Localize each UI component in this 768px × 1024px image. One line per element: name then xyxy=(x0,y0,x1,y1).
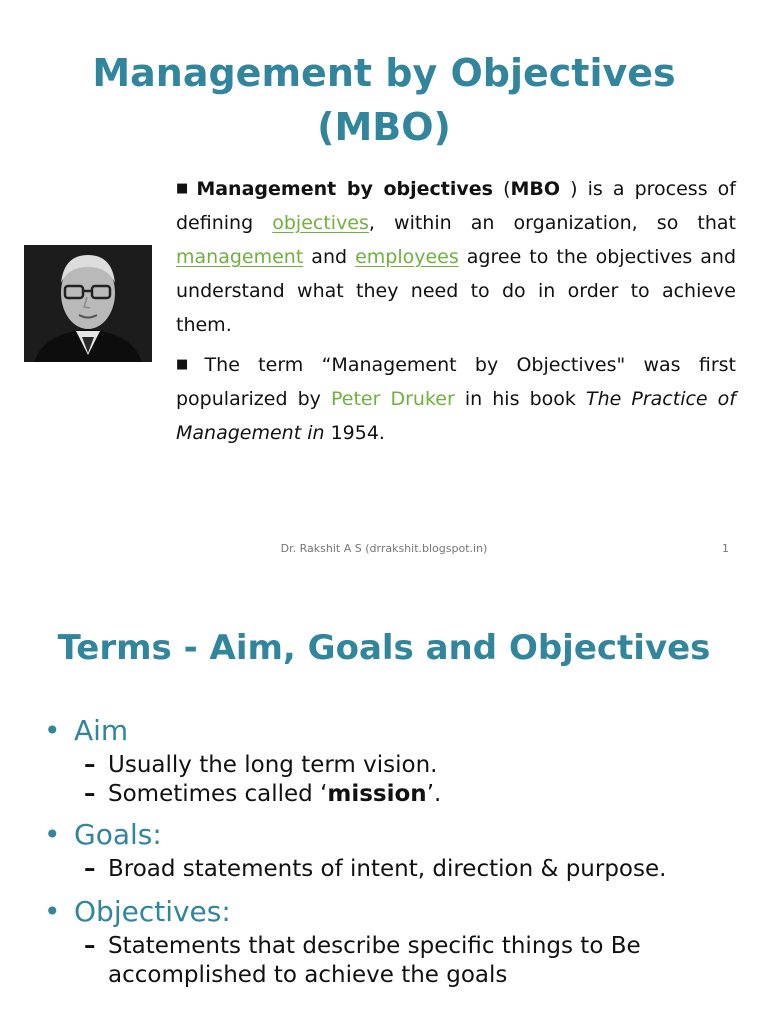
slide-1-body xyxy=(176,172,736,456)
footer-author: Dr. Rakshit A S (drrakshit.blogspot.in) xyxy=(280,542,488,555)
text-segment: in his book xyxy=(454,388,586,410)
dash-bullet-icon: – xyxy=(84,752,96,778)
bold-term-mbo: Management by objectives xyxy=(196,178,493,200)
dash-bullet-icon: – xyxy=(84,781,96,807)
sub-item-text: Statements that describe specific things to Be accomplished to achieve the goals xyxy=(108,933,641,988)
list-item-label: Aim xyxy=(74,714,129,747)
list-item-objectives xyxy=(44,892,744,932)
text-segment: Sometimes called ‘ xyxy=(108,781,328,807)
text-segment: ( xyxy=(492,178,511,200)
bullet-dot-icon: • xyxy=(44,818,61,851)
page-number: 1 xyxy=(722,542,729,555)
terms-list xyxy=(44,711,744,990)
sub-item xyxy=(84,855,744,884)
bullet-dot-icon: • xyxy=(44,714,61,747)
bullet-dot-icon: • xyxy=(44,895,61,928)
list-item-label: Goals: xyxy=(74,818,162,851)
text-segment: ’. xyxy=(426,781,442,807)
book-title: The Practice of Management in xyxy=(176,388,736,444)
sub-item-text xyxy=(108,780,744,809)
list-item-label: Objectives: xyxy=(74,895,231,928)
sub-item-text: Broad statements of intent, direction & purpose. xyxy=(108,856,667,882)
bold-term-mission: mission xyxy=(327,781,427,807)
paragraph-mbo-definition xyxy=(176,172,736,342)
square-bullet-icon: ■ xyxy=(176,357,201,372)
list-item-aim xyxy=(44,711,744,751)
title-line-2: (MBO) xyxy=(317,105,451,149)
text-segment: , within an organization, so that xyxy=(368,212,736,234)
text-segment: agree to the objectives and understand what they need to do in order to achieve them. xyxy=(176,246,737,336)
square-bullet-icon: ■ xyxy=(176,181,193,196)
slide-2 xyxy=(0,575,768,1024)
link-objectives[interactable]: objectives xyxy=(272,212,369,234)
sub-item xyxy=(84,780,744,809)
text-segment: 1954. xyxy=(324,422,385,444)
portrait-photo-icon xyxy=(24,245,152,362)
dash-bullet-icon: – xyxy=(84,933,96,959)
title-line-1: Management by Objectives xyxy=(92,51,676,95)
sub-item xyxy=(84,751,744,780)
text-segment: The term “Management by Objectives" was first popularized by xyxy=(176,354,736,410)
author-name: Peter Druker xyxy=(330,388,455,410)
sub-item xyxy=(84,932,744,990)
link-management[interactable]: management xyxy=(176,246,304,268)
text-segment: and xyxy=(303,246,356,268)
bold-abbrev-mbo: MBO xyxy=(510,178,561,200)
paragraph-term-origin xyxy=(176,348,736,450)
dash-bullet-icon: – xyxy=(84,856,96,882)
sub-item-text: Usually the long term vision. xyxy=(108,752,438,778)
text-segment: ) is a process of defining xyxy=(176,178,736,234)
link-employees[interactable]: employees xyxy=(355,246,459,268)
slide-1-title xyxy=(0,46,768,154)
slide-2-title: Terms - Aim, Goals and Objectives xyxy=(57,628,711,668)
list-item-goals xyxy=(44,815,744,855)
